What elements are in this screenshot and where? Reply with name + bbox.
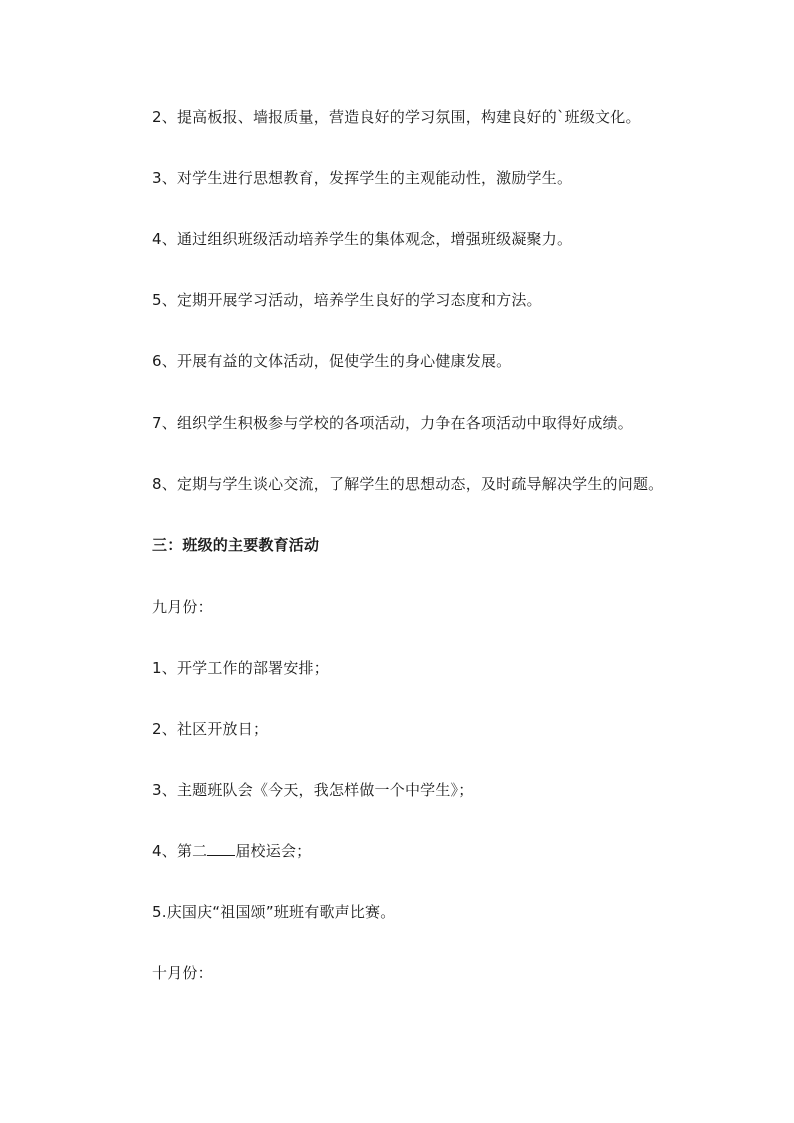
goal-item-4: 4、通过组织班级活动培养学生的集体观念，增强班级凝聚力。 bbox=[152, 230, 573, 248]
goal-item-5: 5、定期开展学习活动，培养学生良好的学习态度和方法。 bbox=[152, 291, 542, 309]
goal-item-2: 2、提高板报、墙报质量，营造良好的学习氛围，构建良好的`班级文化。 bbox=[152, 108, 641, 126]
goal-item-3: 3、对学生进行思想教育，发挥学生的主观能动性，激励学生。 bbox=[152, 169, 573, 187]
fill-in-blank bbox=[207, 841, 235, 856]
goal-item-6: 6、开展有益的文体活动，促使学生的身心健康发展。 bbox=[152, 352, 512, 370]
september-item-4 bbox=[152, 841, 752, 861]
month-label-october: 十月份： bbox=[152, 964, 213, 982]
september-item-4-prefix: 4、第二 bbox=[152, 842, 208, 860]
month-label-september: 九月份： bbox=[152, 598, 213, 616]
goal-item-7: 7、组织学生积极参与学校的各项活动，力争在各项活动中取得好成绩。 bbox=[152, 414, 633, 432]
september-item-5: 5.庆国庆“祖国颂”班班有歌声比赛。 bbox=[152, 903, 396, 921]
goal-item-8: 8、定期与学生谈心交流，了解学生的思想动态，及时疏导解决学生的问题。 bbox=[152, 475, 664, 493]
september-item-1: 1、开学工作的部署安排； bbox=[152, 659, 329, 677]
september-item-3: 3、主题班队会《今天，我怎样做一个中学生》； bbox=[152, 781, 474, 799]
september-item-2: 2、社区开放日； bbox=[152, 720, 269, 738]
september-item-4-suffix: 届校运会； bbox=[235, 842, 312, 860]
section-heading: 三：班级的主要教育活动 bbox=[152, 536, 320, 554]
